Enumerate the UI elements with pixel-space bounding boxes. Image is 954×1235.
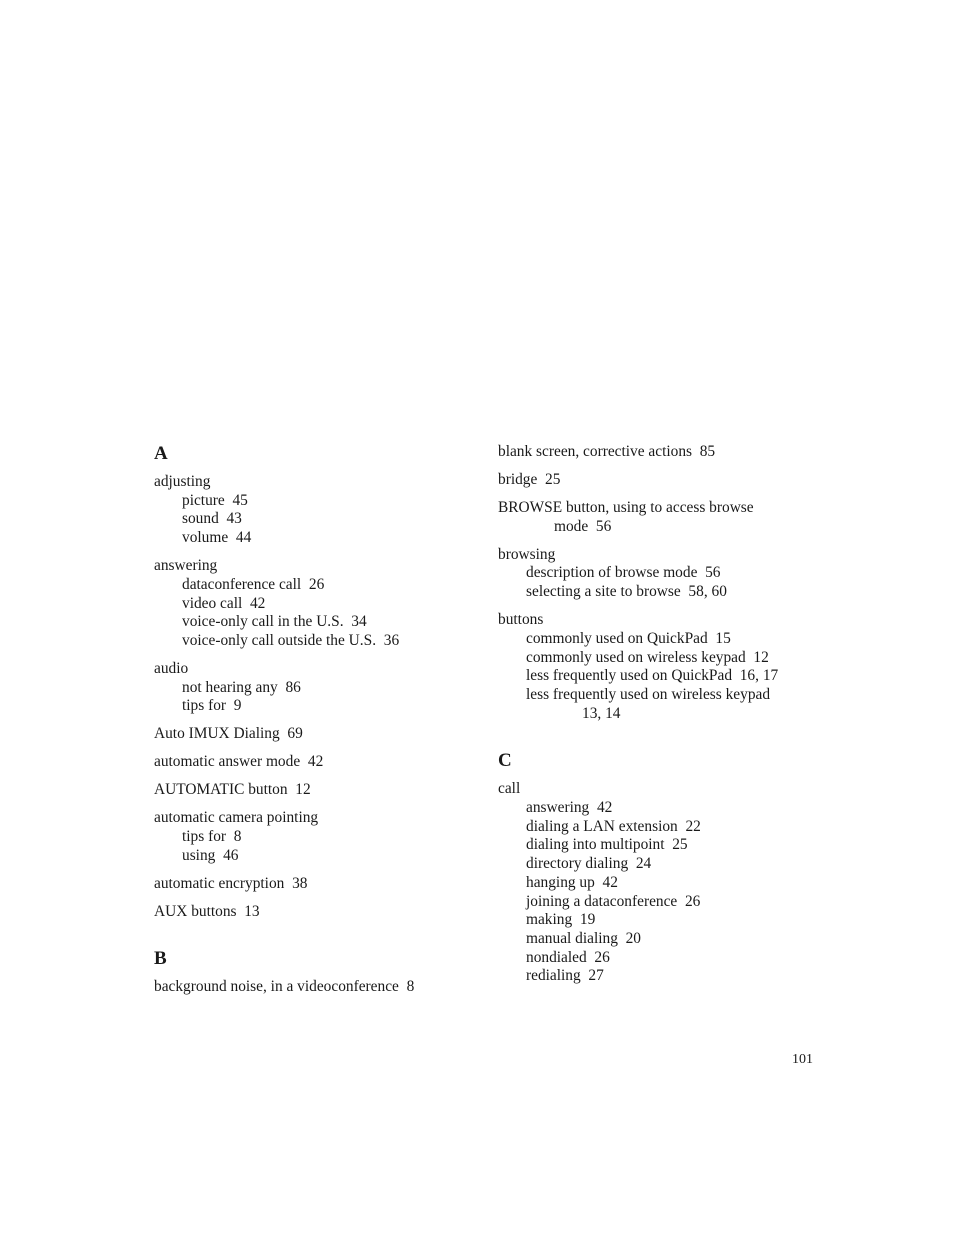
page-ref: 42 xyxy=(249,594,266,612)
term-text: buttons xyxy=(498,611,544,629)
subentry-text: voice-only call outside the U.S. xyxy=(182,631,377,649)
index-term xyxy=(498,443,828,462)
index-term xyxy=(154,903,474,922)
subentry-continuation xyxy=(498,705,828,724)
page-ref: 26 xyxy=(308,575,325,593)
index-subentry xyxy=(154,632,474,651)
subentry-text: nondialed xyxy=(526,948,587,966)
subentry-text: commonly used on wireless keypad xyxy=(526,648,746,666)
page-ref: 86 xyxy=(285,678,301,696)
page-ref: 8 xyxy=(406,978,415,996)
index-entry xyxy=(154,903,474,922)
index-subentry xyxy=(498,967,828,986)
term-continuation xyxy=(498,518,828,537)
term-text: call xyxy=(498,780,521,798)
page-ref: 43 xyxy=(226,510,242,528)
subentry-text: directory dialing xyxy=(526,855,629,873)
index-subentry xyxy=(498,855,828,874)
subentry-text: description of browse mode xyxy=(526,564,698,582)
index-subentry xyxy=(498,630,828,649)
page-ref: 12 xyxy=(295,781,311,799)
index-subentry xyxy=(154,679,474,698)
subentry-text: manual dialing xyxy=(526,929,618,947)
page-ref: 13 xyxy=(244,902,260,920)
subentry-text: volume xyxy=(182,529,229,547)
index-subentry xyxy=(498,564,828,583)
term-text: browsing xyxy=(498,545,556,563)
page-ref: 42 xyxy=(602,873,618,891)
index-entry xyxy=(498,471,828,490)
subentry-text: picture xyxy=(182,491,225,509)
term-text: bridge xyxy=(498,471,538,488)
continuation-text: mode xyxy=(554,517,589,535)
index-column-right xyxy=(498,443,828,995)
subentry-text: dialing a LAN extension xyxy=(526,817,678,835)
index-subentry xyxy=(498,949,828,968)
page-ref: 45 xyxy=(232,491,248,509)
index-term xyxy=(498,546,828,565)
index-entry xyxy=(498,611,828,723)
page-ref: 46 xyxy=(223,846,239,864)
index-subentry xyxy=(498,799,828,818)
page-ref: 15 xyxy=(715,629,731,647)
index-entry xyxy=(154,557,474,651)
term-text: adjusting xyxy=(154,473,211,490)
index-term xyxy=(498,471,828,490)
page-ref: 25 xyxy=(545,471,561,488)
index-term xyxy=(154,875,474,894)
page-ref: 20 xyxy=(625,929,641,947)
subentry-text: answering xyxy=(526,799,590,817)
term-text: Auto IMUX Dialing xyxy=(154,725,280,743)
section-letter: B xyxy=(154,948,167,970)
page-ref: 85 xyxy=(699,443,716,460)
index-term xyxy=(154,660,474,679)
index-entry xyxy=(498,546,828,602)
index-term xyxy=(154,809,474,828)
subentry-text: voice-only call in the U.S. xyxy=(182,613,344,631)
term-text: automatic camera pointing xyxy=(154,809,319,827)
index-subentry xyxy=(498,686,828,705)
page-ref: 58, 60 xyxy=(688,583,727,601)
index-subentry xyxy=(498,874,828,893)
term-text: blank screen, corrective actions xyxy=(498,443,692,460)
page-ref: 56 xyxy=(705,564,721,582)
index-subentry xyxy=(498,649,828,668)
subentry-text: making xyxy=(526,911,573,929)
subentry-text: video call xyxy=(182,594,243,612)
index-subentry xyxy=(154,595,474,614)
index-subentry xyxy=(498,930,828,949)
index-subentry xyxy=(154,492,474,511)
page-ref: 42 xyxy=(596,799,613,817)
page-ref: 25 xyxy=(672,836,688,854)
index-subentry xyxy=(498,836,828,855)
index-entry xyxy=(154,978,474,997)
index-term xyxy=(154,557,474,576)
index-entry xyxy=(154,753,474,772)
page-ref: 34 xyxy=(351,613,367,631)
index-term xyxy=(154,753,474,772)
index-subentry xyxy=(154,828,474,847)
index-subentry xyxy=(498,818,828,837)
index-term xyxy=(154,781,474,800)
page-ref: 22 xyxy=(685,817,701,835)
index-term xyxy=(154,978,474,997)
subentry-text: less frequently used on wireless keypad xyxy=(526,685,771,703)
subentry-text: selecting a site to browse xyxy=(526,583,681,601)
page-ref: 12 xyxy=(753,648,769,666)
term-text: audio xyxy=(154,659,189,677)
page-ref: 26 xyxy=(684,892,701,910)
term-text: automatic encryption xyxy=(154,874,285,892)
index-entry xyxy=(498,499,828,536)
subentry-text: tips for xyxy=(182,828,227,846)
index-term xyxy=(498,611,828,630)
index-subentry xyxy=(498,911,828,930)
term-text: AUX buttons xyxy=(154,902,237,920)
page-ref: 26 xyxy=(594,948,610,966)
index-subentry xyxy=(154,529,474,548)
index-term xyxy=(498,780,828,799)
subentry-text: redialing xyxy=(526,967,581,985)
index-subentry xyxy=(498,893,828,912)
subentry-text: joining a dataconference xyxy=(526,892,678,910)
index-entry xyxy=(154,781,474,800)
page-ref: 9 xyxy=(233,697,242,715)
index-term xyxy=(154,473,474,492)
index-entry xyxy=(498,443,828,462)
page-ref: 44 xyxy=(235,529,252,547)
page-ref: 16, 17 xyxy=(739,667,779,685)
subentry-text: not hearing any xyxy=(182,678,278,696)
subentry-text: dialing into multipoint xyxy=(526,836,665,854)
index-entry xyxy=(154,875,474,894)
index-entry xyxy=(498,780,828,986)
section-letter: A xyxy=(154,443,168,464)
term-text: BROWSE button, using to access browse xyxy=(498,499,754,516)
section-letter: C xyxy=(498,750,512,772)
page-number: 101 xyxy=(792,1052,813,1067)
subentry-text: less frequently used on QuickPad xyxy=(526,667,733,685)
subentry-text: dataconference call xyxy=(182,575,302,593)
index-entry xyxy=(154,725,474,744)
index-subentry xyxy=(498,583,828,602)
index-entry xyxy=(154,473,474,548)
subentry-text: using xyxy=(182,846,216,864)
index-entry xyxy=(154,809,474,865)
page-ref: 56 xyxy=(595,517,612,535)
page-ref: 36 xyxy=(383,631,400,649)
term-text: automatic answer mode xyxy=(154,753,301,771)
page-ref: 42 xyxy=(307,753,324,771)
index-term xyxy=(154,725,474,744)
index-term xyxy=(498,499,828,518)
page-ref: 8 xyxy=(233,828,242,846)
index-subentry xyxy=(154,576,474,595)
page-ref: 69 xyxy=(287,725,303,743)
index-subentry xyxy=(154,613,474,632)
term-text: answering xyxy=(154,557,218,575)
index-entry xyxy=(154,660,474,716)
index-column-left xyxy=(154,443,474,1006)
page-ref: 19 xyxy=(579,911,596,929)
subentry-text: tips for xyxy=(182,697,227,715)
subentry-text: sound xyxy=(182,510,219,528)
index-subentry xyxy=(498,667,828,686)
page-ref: 24 xyxy=(635,855,652,873)
index-subentry xyxy=(154,697,474,716)
term-text: background noise, in a videoconference xyxy=(154,978,399,996)
page-ref: 27 xyxy=(588,967,604,985)
page-ref: 13, 14 xyxy=(582,704,621,722)
index-subentry xyxy=(154,847,474,866)
term-text: AUTOMATIC button xyxy=(154,781,288,799)
index-subentry xyxy=(154,510,474,529)
subentry-text: hanging up xyxy=(526,873,595,891)
page-ref: 38 xyxy=(292,874,308,892)
subentry-text: commonly used on QuickPad xyxy=(526,629,708,647)
